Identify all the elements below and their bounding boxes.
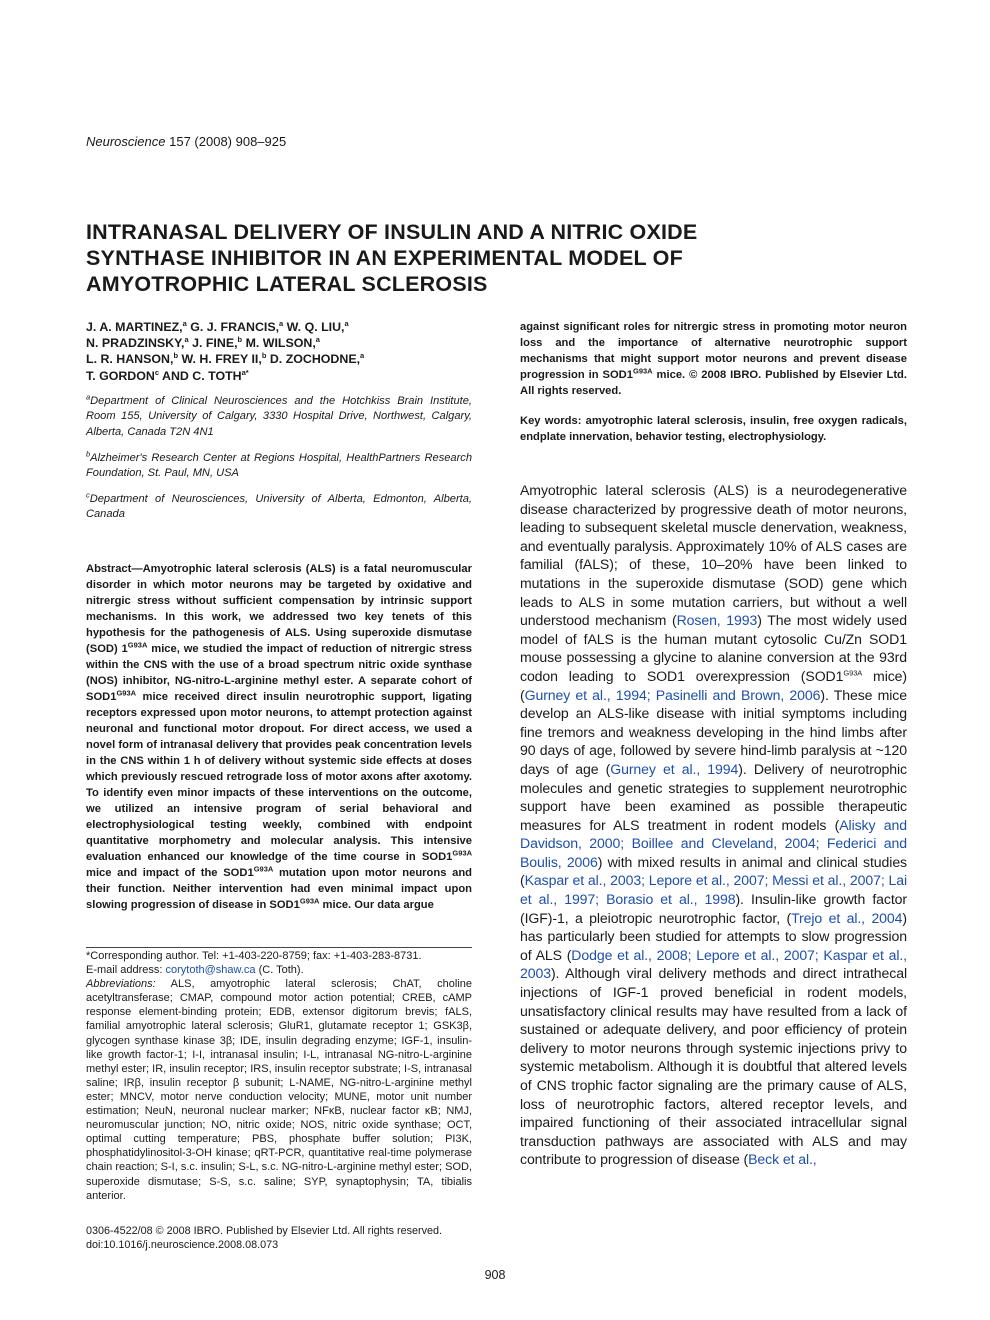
author-line — [86, 351, 472, 367]
copyright-line: 0306-4522/08 © 2008 IBRO. Published by Elsevier Ltd. All rights reserved. — [86, 1225, 443, 1237]
author-line — [86, 319, 472, 335]
author-name: AND C. TOTH — [162, 368, 242, 383]
right-column — [520, 319, 907, 1169]
abstract — [86, 561, 472, 913]
author-sup: b — [173, 351, 179, 361]
author-name: J. FINE, — [192, 336, 238, 351]
title-line: INTRANASAL DELIVERY OF INSULIN AND A NITRIC OXIDE — [86, 220, 698, 244]
citation-link[interactable]: Rosen, 1993 — [676, 612, 758, 629]
page-number: 908 — [484, 1268, 506, 1282]
footnotes — [86, 947, 472, 1203]
citation-link[interactable]: Gurney et al., 1994 — [610, 760, 739, 777]
author-name: W. Q. LIU, — [286, 320, 345, 334]
intro-text: ). These mice develop an ALS-like disease with initial symptoms including fine tremors and weakness developing in the hind limbs after 90 days of age, followed by severe hind-limb paralysis at ~120 days of age ( — [520, 686, 907, 777]
corresponding-author: *Corresponding author. Tel: +1-403-220-8759; fax: +1-403-283-8731. — [86, 950, 422, 962]
affiliation — [86, 448, 472, 482]
abstract-text: mice received direct insulin neurotrophic support, ligating receptors expressed upon motor neurons, to attempt protection against neuronal and functional motor dropout. For direct access, we used a novel form of intranasal delivery that provides peak concentration levels in the CNS within 1 h of delivery without systemic side effects at doses which previously rescued retrograde loss of motor axons after axotomy. To identify even minor impacts of these interventions on the outcome, we utilized an intensive program of serial behavioral and electrophysiological testing weekly, combined with endpoint quantitative morphometry and molecular analysis. This intensive evaluation enhanced our knowledge of the time course in SOD1 — [86, 690, 472, 863]
author-name: J. A. MARTINEZ, — [86, 320, 183, 334]
abstract-sup: G93A — [632, 366, 653, 376]
author-sup: b — [261, 351, 267, 361]
author-list — [86, 319, 472, 384]
journal-ref: 157 (2008) 908–925 — [169, 134, 287, 149]
affiliation-text: Department of Clinical Neurosciences and the Hotchkiss Brain Institute, Room 155, University of Calgary, 3330 Hospital Drive, Northwest, Calgary, Alberta, Canada T2N 4N1 — [86, 394, 472, 438]
affiliation — [86, 492, 472, 523]
introduction — [520, 481, 907, 1169]
abstract-sup: G93A — [127, 640, 148, 650]
email-suffix: (C. Toth). — [255, 964, 304, 977]
title-line: AMYOTROPHIC LATERAL SCLEROSIS — [86, 272, 488, 296]
citation-link[interactable]: Kaspar et al., 2003; Lepore et al., 2007; Messi et al., 2007; Lai et al., 1997; Borasio et al., 1998 — [520, 872, 907, 908]
author-name: N. PRADZINSKY, — [86, 336, 185, 351]
email-line — [86, 963, 472, 977]
author-line — [86, 368, 472, 384]
abstract-sup: G93A — [116, 688, 137, 698]
email-link[interactable]: corytoth@shaw.ca — [165, 964, 256, 977]
intro-text: ) has particularly been studied for attempts to slow progression of ALS ( — [520, 909, 907, 963]
author-name: G. J. FRANCIS, — [190, 320, 280, 334]
keywords — [520, 413, 907, 445]
title-line: SYNTHASE INHIBITOR IN AN EXPERIMENTAL MODEL OF — [86, 246, 683, 270]
abstract-text: Amyotrophic lateral sclerosis (ALS) is a fatal neuromuscular disorder in which motor neurons may be targeted by oxidative and nitrergic stress without sufficient compensation by intrinsic support mechanisms. In this work, we addressed two key tenets of this hypothesis for the pathogenesis of ALS. Using superoxide dismutase (SOD) 1 — [86, 562, 472, 655]
author-sup: a — [184, 335, 189, 345]
journal-name: Neuroscience — [86, 134, 166, 149]
abbreviations-label: Abbreviations: — [86, 978, 156, 991]
author-sup: a* — [241, 367, 249, 377]
citation-link[interactable]: Alisky and Davidson, 2000; Boillee and Cleveland, 2004; Federici and Boulis, 2006 — [520, 816, 907, 870]
abstract-text: mice. © 2008 IBRO. Published by Elsevier Ltd. All rights reserved. — [520, 369, 907, 397]
article-title — [86, 219, 806, 297]
abstract-text: mice and impact of the SOD1 — [86, 866, 254, 879]
affiliation-sup: c — [86, 490, 90, 500]
author-name: M. WILSON, — [245, 336, 316, 351]
affiliation-text: Department of Neurosciences, University of Alberta, Edmonton, Alberta, Canada — [86, 492, 472, 521]
keywords-label: Key words: — [520, 415, 582, 427]
author-sup: a — [182, 318, 187, 328]
citation-link[interactable]: Trejo et al., 2004 — [791, 909, 903, 926]
intro-text: ) with mixed results in animal and clinical studies ( — [520, 853, 908, 889]
intro-text: mice) ( — [520, 667, 908, 703]
author-name: T. GORDON — [86, 368, 155, 383]
abstract-text: mutation upon motor neurons and their function. Neither intervention had even minimal impact upon slowing progression of disease in SOD1 — [86, 866, 472, 911]
copyright-block — [86, 1224, 486, 1252]
author-sup: a — [360, 351, 365, 361]
author-sup: a — [279, 318, 284, 328]
intro-text: ). Delivery of neurotrophic molecules and genetic strategies to supplement neurotrophic support have been examined as possible therapeutic measures for ALS treatment in rodent models ( — [520, 760, 907, 833]
author-line — [86, 335, 472, 351]
abbreviations-text: ALS, amyotrophic lateral sclerosis; ChAT, choline acetyltransferase; CMAP, compound motor action potential; CREB, cAMP response element-binding protein; EDB, extensor digitorum brevis; fALS, familial amyotrophic lateral sclerosis; GluR1, glutamate receptor 1; GSK3β, glycogen synthase kinase 3β; IDE, insulin degrading enzyme; IGF-1, insulin-like growth factor-1; I-I, intranasal insulin; I-L, intranasal NG-nitro-L-arginine methyl ester; IR, insulin receptor; IRS, insulin receptor substrate; I-S, intranasal saline; IRβ, insulin receptor β subunit; L-NAME, NG-nitro-L-arginine methyl ester; MNCV, motor nerve conduction velocity; MUNE, motor unit number estimation; NeuN, neuronal nuclear marker; NFκB, nuclear factor κB; NMJ, neuromuscular junction; NO, nitric oxide; NOS, nitric oxide synthase; OCT, optimal cutting temperature; PBS, phosphate buffer solution; PI3K, phosphatidylinositol-3-OH kinase; qRT-PCR, quantitative real-time polymerase chain reaction; S-I, s.c. insulin; S-L, s.c. NG-nitro-L-arginine methyl ester; SOD, superoxide dismutase; S-S, s.c. saline; SYP, synaptophysin; TA, tibialis anterior. — [86, 978, 472, 1202]
abstract-text: mice, we studied the impact of reduction of nitrergic stress within the CNS with the use of a broad spectrum nitric oxide synthase (NOS) inhibitor, NG-nitro-L-arginine methyl ester. A separate cohort of SOD1 — [86, 642, 473, 703]
affiliation-sup: a — [86, 392, 91, 402]
author-name: D. ZOCHODNE, — [269, 352, 361, 367]
author-name: W. H. FREY II, — [181, 352, 262, 367]
author-sup: a — [315, 335, 320, 345]
abstract-sup: G93A — [253, 864, 274, 874]
author-name: L. R. HANSON, — [86, 352, 174, 367]
abstract-sup: G93A — [299, 896, 320, 906]
intro-text: ) The most widely used model of fALS is the human mutant cytosolic Cu/Zn SOD1 mouse possessing a glycine to alanine conversion at the 93rd codon leading to SOD1 overexpression (SOD1 — [520, 612, 907, 684]
left-column — [86, 319, 472, 913]
abstract-continued — [520, 319, 907, 399]
intro-text: Amyotrophic lateral sclerosis (ALS) is a neurodegenerative disease characterized by progressive death of motor neurons, leading to subsequent skeletal muscle denervation, weakness, and eventually paralysis. Approximately 10% of ALS cases are familial (fALS); of these, 10–20% have been linked to mutations in the superoxide dismutase (SOD) gene which leads to ALS in some mutation carriers, but without a well understood mechanism ( — [520, 482, 907, 629]
citation-link[interactable]: Dodge et al., 2008; Lepore et al., 2007; Kaspar et al., 2003 — [520, 946, 907, 982]
author-sup: a — [344, 318, 349, 328]
keywords-text: amyotrophic lateral sclerosis, insulin, free oxygen radicals, endplate innervation, behavior testing, electrophysiology. — [520, 415, 907, 443]
affiliation-sup: b — [86, 448, 91, 458]
citation-link[interactable]: Beck et al., — [748, 1151, 817, 1168]
abstract-label: Abstract— — [86, 562, 143, 575]
author-sup: c — [154, 367, 160, 377]
abbreviations — [86, 977, 472, 1203]
intro-sup: G93A — [843, 668, 863, 678]
journal-citation — [86, 134, 286, 149]
intro-text: ). Insulin-like growth factor (IGF)-1, a pleiotropic neurotrophic factor, ( — [520, 891, 907, 926]
citation-link[interactable]: Gurney et al., 1994; Pasinelli and Brown, 2006 — [524, 686, 821, 703]
abstract-text: mice. Our data argue — [319, 898, 434, 911]
affiliation-text: Alzheimer's Research Center at Regions Hospital, HealthPartners Research Foundation, St. Paul, MN, USA — [86, 451, 472, 480]
intro-text: ). Although viral delivery methods and direct intrathecal injections of IGF-1 proved beneficial in rodent models, unsatisfactory clinical results may have resulted from a lack of sustained or adequate delivery, and poor efficiency of protein delivery to motor neurons through systemic injections privy to systemic metabolism. Although it is doubtful that altered levels of CNS trophic factor signaling are the primary cause of ALS, loss of neurotrophic factors, altered receptor levels, and impaired functioning of their associated intracellular signal transduction pathways are associated with ALS and may contribute to progression of disease ( — [520, 965, 907, 1168]
abstract-text: against significant roles for nitrergic stress in promoting motor neuron loss and the importance of alternative neurotrophic support mechanisms that might support motor neurons and prevent disease progression in SOD1 — [520, 321, 907, 381]
doi-line: doi:10.1016/j.neuroscience.2008.08.073 — [86, 1239, 279, 1252]
abstract-sup: G93A — [452, 848, 472, 858]
affiliation — [86, 394, 472, 441]
author-sup: b — [237, 335, 243, 345]
email-label: E-mail address: — [86, 964, 166, 977]
